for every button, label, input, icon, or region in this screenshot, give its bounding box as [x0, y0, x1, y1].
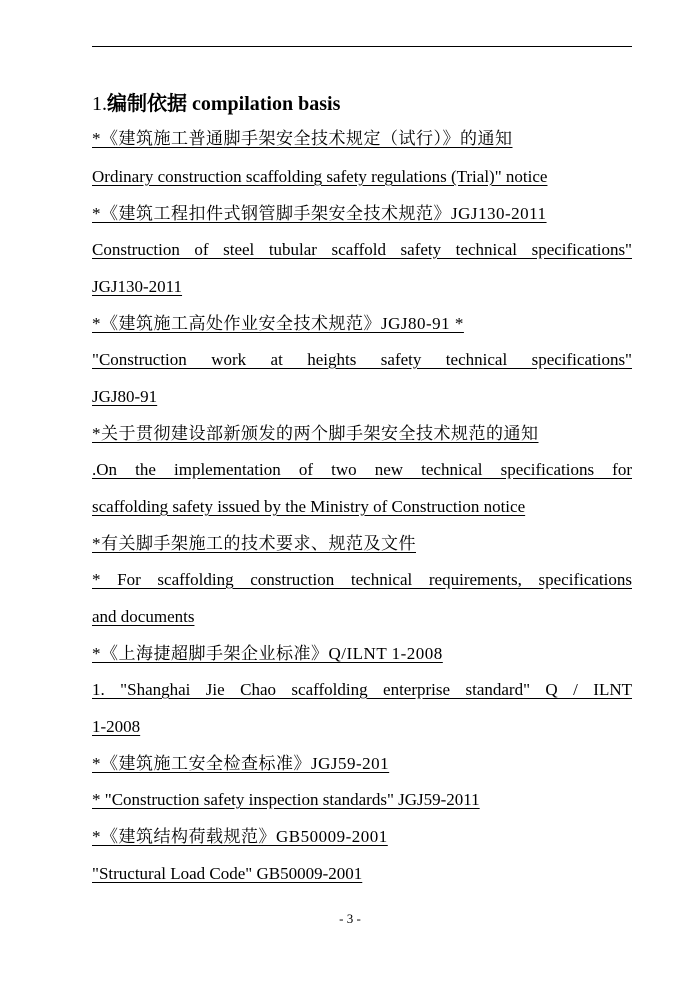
reference-line: *关于贯彻建设部新颁发的两个脚手架安全技术规范的通知 [92, 424, 539, 443]
reference-line: 1-2008 [92, 717, 141, 736]
reference-line: Ordinary construction scaffolding safety regulations (Trial)" notice [92, 167, 548, 186]
page-number: - 3 - [339, 911, 361, 926]
section-number: 1. [92, 93, 107, 115]
reference-line: *《建筑施工高处作业安全技术规范》JGJ80-91 * [92, 314, 464, 333]
header-rule [92, 46, 632, 47]
reference-line: .On the implementation of two new technical specifications for [92, 460, 632, 479]
section-heading [92, 90, 340, 118]
reference-line: and documents [92, 607, 195, 626]
reference-line: *《上海捷超脚手架企业标准》Q/ILNT 1-2008 [92, 644, 443, 663]
reference-line: * For scaffolding construction technical requirements, specifications [92, 570, 632, 589]
reference-line: *《建筑施工安全检查标准》JGJ59-201 [92, 754, 390, 773]
reference-line: 1. "Shanghai Jie Chao scaffolding enterprise standard" Q / ILNT [92, 680, 632, 699]
reference-line: "Structural Load Code" GB50009-2001 [92, 864, 363, 883]
reference-line: * "Construction safety inspection standards" JGJ59-2011 [92, 790, 480, 809]
reference-line: "Construction work at heights safety technical specifications" [92, 350, 632, 369]
section-title: 编制依据 compilation basis [107, 93, 341, 115]
reference-line: *有关脚手架施工的技术要求、规范及文件 [92, 534, 416, 553]
reference-line: *《建筑工程扣件式钢管脚手架安全技术规范》JGJ130-2011 [92, 204, 547, 223]
reference-line: *《建筑结构荷载规范》GB50009-2001 [92, 827, 388, 846]
reference-line: scaffolding safety issued by the Ministry of Construction notice [92, 497, 526, 516]
reference-line: JGJ130-2011 [92, 277, 183, 296]
reference-line: Construction of steel tubular scaffold safety technical specifications" [92, 240, 632, 259]
reference-line: *《建筑施工普通脚手架安全技术规定（试行）》的通知 [92, 129, 513, 148]
reference-line: JGJ80-91 [92, 387, 158, 406]
